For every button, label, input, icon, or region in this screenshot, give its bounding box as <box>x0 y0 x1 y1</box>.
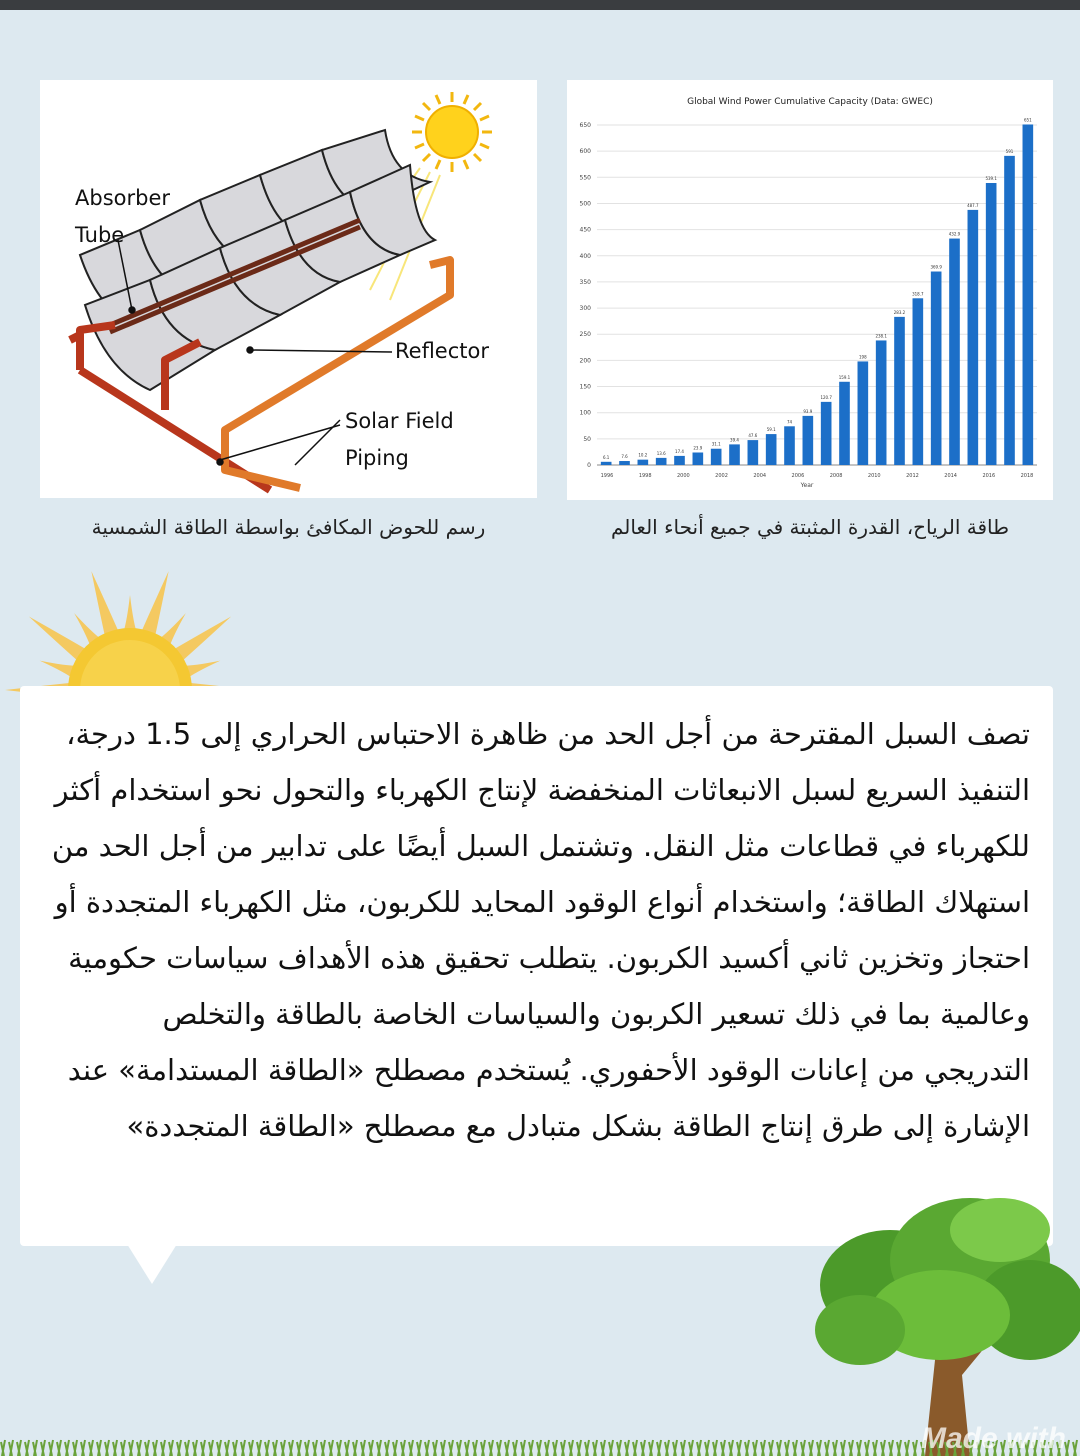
bar-value-label: 283.2 <box>893 309 906 315</box>
grass-blade <box>577 1440 581 1456</box>
bar-value-label: 74 <box>786 419 793 425</box>
main-text-bubble <box>20 686 1053 1246</box>
grass-blade <box>401 1440 405 1456</box>
x-tick-label: 2004 <box>753 473 767 479</box>
grass-blade <box>409 1440 413 1456</box>
grass-blade <box>385 1440 389 1456</box>
grass-blade <box>345 1440 349 1456</box>
y-tick-label: 350 <box>579 278 591 286</box>
y-tick-label: 200 <box>579 357 591 365</box>
y-tick-label: 50 <box>583 435 591 443</box>
grass-blade <box>905 1440 909 1456</box>
grass-blade <box>833 1440 837 1456</box>
grass-blade <box>337 1440 341 1456</box>
grass-blade <box>465 1440 469 1456</box>
grass-blade <box>9 1440 13 1456</box>
grass-blade <box>569 1440 573 1456</box>
grass-blade <box>857 1440 861 1456</box>
grass-blade <box>353 1440 357 1456</box>
x-tick-label: 2000 <box>676 473 690 479</box>
grass-blade <box>849 1440 853 1456</box>
grass-blade <box>177 1440 181 1456</box>
grass-blade <box>161 1440 165 1456</box>
grass-blade <box>881 1440 885 1456</box>
chart-bar <box>693 452 704 465</box>
bar-value-label: 238.1 <box>875 333 887 339</box>
y-tick-label: 100 <box>579 409 591 417</box>
grass-blade <box>393 1440 397 1456</box>
chart-bar <box>1004 156 1015 465</box>
grass-blade <box>441 1440 445 1456</box>
grass-blade <box>561 1440 565 1456</box>
bar-value-label: 6.1 <box>602 454 610 460</box>
y-tick-label: 0 <box>587 462 591 469</box>
grass-blade <box>865 1440 869 1456</box>
x-tick-label: 2008 <box>829 473 843 479</box>
grass-blade <box>329 1440 333 1456</box>
bar-value-label: 47.6 <box>748 433 758 439</box>
grass-blade <box>457 1440 461 1456</box>
grass-blade <box>433 1440 437 1456</box>
chart-bar <box>729 444 740 465</box>
reflector-segments <box>80 130 435 390</box>
grass-blade <box>809 1440 813 1456</box>
chart-bar <box>839 382 850 465</box>
bar-value-label: 13.6 <box>656 450 666 456</box>
chart-bar <box>858 361 869 465</box>
grass-blade <box>665 1440 669 1456</box>
parabolic-trough-diagram <box>40 80 537 498</box>
grass-blade <box>601 1440 605 1456</box>
chart-bar <box>1023 124 1034 465</box>
grass-blade <box>673 1440 677 1456</box>
grass-blade <box>841 1440 845 1456</box>
piping-label-2: Piping <box>345 446 409 470</box>
grass-blade <box>889 1440 893 1456</box>
grass-blade <box>689 1440 693 1456</box>
grass-blade <box>273 1440 277 1456</box>
wind-capacity-chart <box>567 80 1053 500</box>
grass-blade <box>49 1440 53 1456</box>
absorber-label-1: Absorber <box>75 186 171 210</box>
grass-blade <box>33 1440 37 1456</box>
speech-bubble-tail <box>122 1244 182 1288</box>
grass-blade <box>281 1440 285 1456</box>
chart-bar <box>619 461 630 465</box>
chart-bar <box>638 460 649 465</box>
grass-blade <box>25 1440 29 1456</box>
wind-chart-caption: طاقة الرياح، القدرة المثبتة في جميع أنحاء العالم <box>610 515 1010 539</box>
sun-icon <box>412 92 492 172</box>
grass-blade <box>657 1440 661 1456</box>
bar-value-label: 369.9 <box>930 264 942 270</box>
y-tick-label: 650 <box>579 122 591 129</box>
grass-blade <box>897 1440 901 1456</box>
bar-value-label: 198 <box>859 354 867 360</box>
grass-blade <box>137 1440 141 1456</box>
chart-bar <box>803 416 814 465</box>
chart-bar <box>656 458 667 465</box>
bar-value-label: 591 <box>1005 148 1014 154</box>
chart-y-ticks <box>580 122 592 469</box>
grass-blade <box>289 1440 293 1456</box>
chart-bar <box>601 462 612 465</box>
y-tick-label: 300 <box>579 305 591 313</box>
grass-blade <box>313 1440 317 1456</box>
solar-diagram-caption: رسم للحوض المكافئ بواسطة الطاقة الشمسية <box>91 515 486 539</box>
grass-blade <box>1073 1440 1077 1456</box>
grass-blade <box>297 1440 301 1456</box>
grass-blade <box>129 1440 133 1456</box>
chart-bar <box>986 183 997 465</box>
grass-blade <box>265 1440 269 1456</box>
grass-blade <box>185 1440 189 1456</box>
top-status-bar <box>0 0 1080 10</box>
tree-icon <box>800 1190 1080 1456</box>
bar-value-label: 17.4 <box>675 448 684 454</box>
grass-blade <box>17 1440 21 1456</box>
grass-blade <box>769 1440 773 1456</box>
bar-value-label: 120.7 <box>820 394 832 400</box>
grass-blade <box>481 1440 485 1456</box>
y-tick-label: 500 <box>579 200 591 208</box>
grass-blade <box>369 1440 373 1456</box>
bar-value-label: 10.2 <box>638 452 648 458</box>
x-tick-label: 2012 <box>906 473 919 479</box>
grass-blade <box>753 1440 757 1456</box>
bar-value-label: 159.1 <box>838 374 851 380</box>
grass-blade <box>217 1440 221 1456</box>
grass-blade <box>121 1440 125 1456</box>
grass-blade <box>513 1440 517 1456</box>
grass-blade <box>721 1440 725 1456</box>
grass-blade <box>609 1440 613 1456</box>
grass-blade <box>209 1440 213 1456</box>
grass-blade <box>233 1440 237 1456</box>
bar-value-label: 59.1 <box>766 427 776 433</box>
grass-blade <box>697 1440 701 1456</box>
grass-blade <box>473 1440 477 1456</box>
grass-strip <box>0 1436 1080 1456</box>
x-tick-label: 2002 <box>715 473 728 479</box>
chart-bar <box>748 440 759 465</box>
grass-blade <box>65 1440 69 1456</box>
grass-blade <box>777 1440 781 1456</box>
grass-blade <box>545 1440 549 1456</box>
grass-blade <box>425 1440 429 1456</box>
bar-value-label: 31.1 <box>711 441 721 447</box>
grass-blade <box>761 1440 765 1456</box>
grass-blade <box>585 1440 589 1456</box>
x-tick-label: 1996 <box>600 473 614 479</box>
chart-bar <box>949 239 960 465</box>
grass-blade <box>489 1440 493 1456</box>
grass-blade <box>257 1440 261 1456</box>
grass-blade <box>449 1440 453 1456</box>
grass-blade <box>745 1440 749 1456</box>
reflector-label: Reflector <box>395 339 489 363</box>
x-tick-label: 1998 <box>638 473 652 479</box>
grass-blade <box>305 1440 309 1456</box>
grass-blade <box>537 1440 541 1456</box>
chart-bar <box>894 317 905 465</box>
grass-blade <box>497 1440 501 1456</box>
y-tick-label: 150 <box>579 383 591 391</box>
grass-blade <box>417 1440 421 1456</box>
absorber-label-2: Tube <box>75 223 125 247</box>
grass-blade <box>505 1440 509 1456</box>
y-tick-label: 250 <box>579 331 591 339</box>
bar-value-label: 432.9 <box>948 231 961 237</box>
bar-value-label: 651 <box>1024 117 1032 123</box>
grass-blade <box>241 1440 245 1456</box>
grass-blade <box>801 1440 805 1456</box>
grass-blade <box>785 1440 789 1456</box>
bar-value-label: 93.9 <box>803 408 813 414</box>
grass-blade <box>41 1440 45 1456</box>
chart-bar <box>821 402 832 465</box>
chart-bar <box>876 340 887 465</box>
grass-blade <box>825 1440 829 1456</box>
grass-blade <box>321 1440 325 1456</box>
grass-blade <box>625 1440 629 1456</box>
chart-bar <box>711 449 722 465</box>
y-tick-label: 550 <box>579 174 591 182</box>
main-paragraph: تصف السبل المقترحة من أجل الحد من ظاهرة الاحتباس الحراري إلى 1.5 درجة، التنفيذ السريع لسبل الانبعاثات المنخفضة لإنتاج الكهرباء والتحول نحو استخدام أكثر للكهرباء في قطاعات مثل النقل. وتشتمل السبل أيضًا على تدابير من أجل الحد من استهلاك الطاقة؛ واستخدام أنواع الوقود المحايد للكربون، مثل الكهرباء المتجددة أو احتجاز وتخزين ثاني أكسيد الكربون. يتطلب تحقيق هذه الأهداف سياسات حكومية وعالمية بما في ذلك تسعير الكربون والسياسات الخاصة بالطاقة والتخلص التدريجي من إعانات الوقود الأحفوري. يُستخدم مصطلح «الطاقة المستدامة» عند الإشارة إلى طرق إنتاج الطاقة بشكل متبادل مع مصطلح «الطاقة المتجددة» <box>51 717 1030 1143</box>
grass-blade <box>641 1440 645 1456</box>
grass-blade <box>105 1440 109 1456</box>
grass-blade <box>249 1440 253 1456</box>
grass-blade <box>617 1440 621 1456</box>
chart-title: Global Wind Power Cumulative Capacity (Data: GWEC) <box>687 97 933 107</box>
grass-blade <box>873 1440 877 1456</box>
piping-label-1: Solar Field <box>345 409 454 433</box>
bar-value-label: 487.7 <box>967 202 979 208</box>
x-tick-label: 2016 <box>982 473 996 479</box>
chart-bar <box>968 210 979 465</box>
bar-value-label: 539.1 <box>985 176 997 182</box>
bar-value-label: 39.4 <box>730 437 739 443</box>
grass-blade <box>201 1440 205 1456</box>
y-tick-label: 400 <box>579 252 591 260</box>
bar-value-label: 318.7 <box>912 291 924 297</box>
watermark-text: Made with <box>920 1422 1066 1455</box>
grass-blade <box>225 1440 229 1456</box>
grass-blade <box>113 1440 117 1456</box>
bar-value-label: 23.9 <box>693 445 703 451</box>
y-tick-label: 450 <box>579 226 591 234</box>
x-tick-label: 2010 <box>867 473 881 479</box>
grass-blade <box>529 1440 533 1456</box>
grass-blade <box>73 1440 77 1456</box>
grass-blade <box>89 1440 93 1456</box>
grass-blade <box>729 1440 733 1456</box>
chart-bar <box>784 426 795 465</box>
parabolic-trough-illustration <box>40 80 537 498</box>
grass-blade <box>145 1440 149 1456</box>
grass-blade <box>153 1440 157 1456</box>
chart-bar <box>913 298 924 465</box>
grass-blade <box>705 1440 709 1456</box>
grass-blade <box>521 1440 525 1456</box>
grass-blade <box>913 1440 917 1456</box>
chart-bar <box>766 434 777 465</box>
grass-blade <box>81 1440 85 1456</box>
grass-blade <box>57 1440 61 1456</box>
grass-blade <box>633 1440 637 1456</box>
grass-blade <box>793 1440 797 1456</box>
bar-value-label: 7.6 <box>621 454 628 460</box>
grass-blade <box>377 1440 381 1456</box>
grass-blade <box>193 1440 197 1456</box>
grass-blade <box>817 1440 821 1456</box>
x-tick-label: 2014 <box>944 473 958 479</box>
chart-x-label: Year <box>800 482 814 489</box>
grass-blade <box>681 1440 685 1456</box>
chart-bar <box>931 272 942 465</box>
grass-blade <box>97 1440 101 1456</box>
grass-blade <box>1 1440 5 1456</box>
grass-blade <box>593 1440 597 1456</box>
grass-blade <box>649 1440 653 1456</box>
grass-blade <box>553 1440 557 1456</box>
bar-chart <box>567 80 1053 500</box>
grass-blade <box>713 1440 717 1456</box>
x-tick-label: 2018 <box>1020 473 1034 479</box>
chart-x-ticks <box>601 473 1034 479</box>
grass-blade <box>361 1440 365 1456</box>
x-tick-label: 2006 <box>791 473 805 479</box>
grass-blade <box>737 1440 741 1456</box>
grass-blade <box>169 1440 173 1456</box>
y-tick-label: 600 <box>579 148 591 156</box>
chart-bar <box>674 456 685 465</box>
